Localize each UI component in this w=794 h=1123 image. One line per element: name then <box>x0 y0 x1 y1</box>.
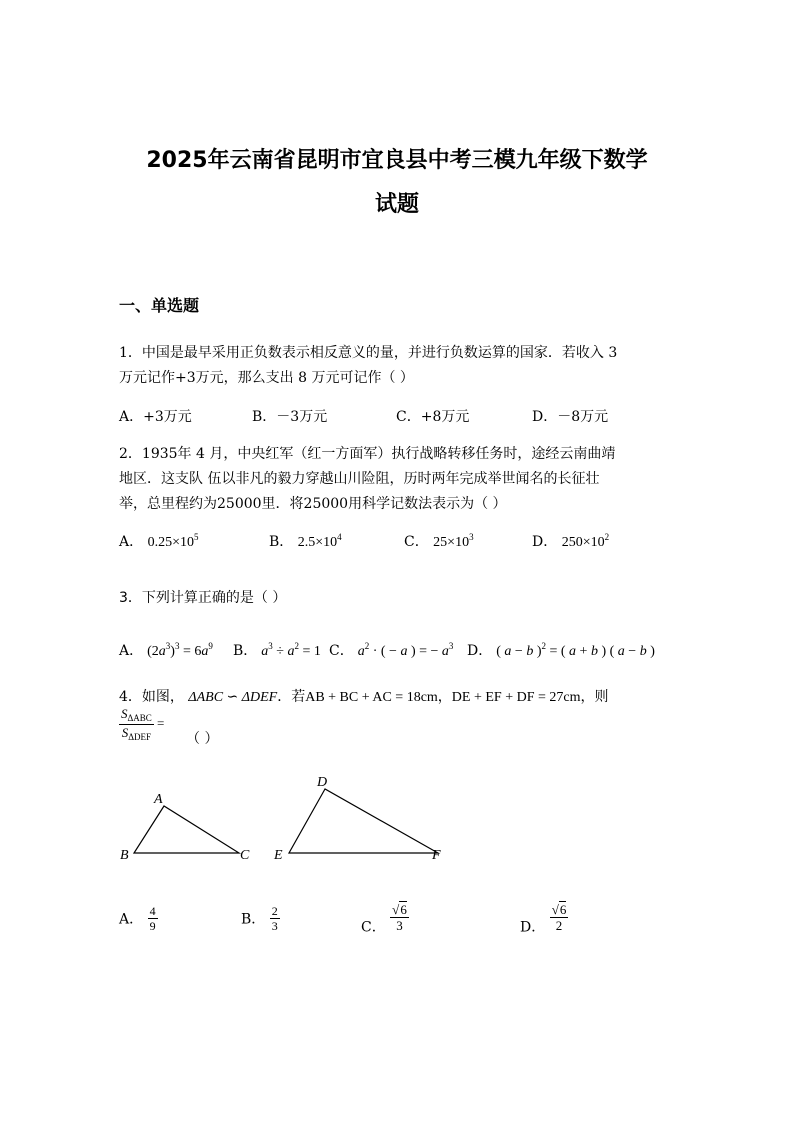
q2-option-d <box>532 531 609 551</box>
q4-ratio-fraction <box>119 707 154 742</box>
q1-stem-line1: 1．中国是最早采用正负数表示相反意义的量，并进行负数运算的国家．若收入 3 <box>119 345 618 361</box>
frac-den: 9 <box>149 919 156 933</box>
ratio-equals: = <box>157 715 165 731</box>
option-coef: 0.25×10 <box>147 535 194 550</box>
option-label: C． <box>396 409 421 425</box>
q4-similar-expr: ΔABC ∽ ΔDEF <box>188 690 278 705</box>
q4-comma: ， <box>437 689 452 705</box>
ratio-den-sub: ΔDEF <box>128 732 152 742</box>
q2-stem-line3: 举，总里程约为25000里．将25000用科学记数法表示为（ ） <box>119 496 507 512</box>
ratio-den-s: S <box>121 725 129 740</box>
q3-option-b <box>233 640 321 660</box>
q3-option-c <box>329 640 453 660</box>
option-label: A． <box>119 409 144 425</box>
option-label: A． <box>119 534 144 550</box>
q3-stem: 3．下列计算正确的是（ ） <box>119 590 287 606</box>
q4-triangles-figure <box>110 770 450 870</box>
option-text: －3万元 <box>276 409 328 425</box>
q1-option-b <box>252 406 327 426</box>
option-label: D． <box>532 409 558 425</box>
q4-stem-line1 <box>119 686 608 706</box>
q3-formula-a: $(2a^3)^3 = 6a^9$ <box>147 641 213 659</box>
q2-option-a <box>119 531 198 551</box>
section-heading: 一、单选题 <box>119 296 200 315</box>
option-exp: 3 <box>469 532 474 542</box>
option-label: B． <box>233 643 258 659</box>
vertex-label-c: C <box>240 848 250 863</box>
option-label: D． <box>467 643 493 659</box>
q4-option-a <box>119 905 158 932</box>
option-fraction: $\frac{√6}{2}$ <box>551 902 567 933</box>
option-label: B． <box>269 534 294 550</box>
q3-formula-d: ( a − b )$^2$ = ( a + b ) ( a − b ) <box>496 641 655 659</box>
q4-option-c <box>361 903 409 937</box>
q1-option-d <box>532 406 608 426</box>
option-coef: 2.5×10 <box>297 535 338 550</box>
q3-formula-c: $a^2$ · ( − a ) = − $a^3$ <box>357 641 454 659</box>
q3-formula-b: $a^3 \div a^2 = 1$ <box>261 641 321 659</box>
option-label: A． <box>119 911 144 928</box>
frac-den: 3 <box>271 919 278 933</box>
option-label: B． <box>241 911 266 928</box>
frac-num: 2 <box>271 904 278 918</box>
q2-stem-line1: 2．1935年 4 月，中央红军（红一方面军）执行战略转移任务时，途经云南曲靖 <box>119 446 616 462</box>
q2-stem-line2: 地区．这支队 伍以非凡的毅力穿越山川险阻，历时两年完成举世闻名的长征壮 <box>119 471 600 487</box>
option-exp: 5 <box>193 532 199 542</box>
vertex-label-d: D <box>317 775 328 790</box>
option-label: A． <box>119 643 144 659</box>
option-coef: 250×10 <box>561 535 605 550</box>
ratio-num-sub: ΔABC <box>127 713 152 723</box>
q1-option-c <box>396 406 469 426</box>
ratio-num-s: S <box>121 706 128 721</box>
option-coef: 25×10 <box>433 535 470 550</box>
q2-option-c <box>404 531 474 551</box>
q1-option-a <box>119 406 192 426</box>
q4-area-ratio <box>119 707 164 742</box>
page-title-line1: 2025年云南省昆明市宜良县中考三模九年级下数学 <box>146 148 648 173</box>
frac-num: 4 <box>149 904 156 918</box>
q1-stem-line2: 万元记作+3万元，那么支出 8 万元可记作（ ） <box>119 370 414 386</box>
frac-num: 6 <box>559 902 567 917</box>
frac-den: 3 <box>396 918 403 933</box>
triangle-def <box>289 789 438 853</box>
q4-condition-2: DE + EF + DF = 27cm <box>451 690 581 705</box>
page-title-line2: 试题 <box>374 192 419 217</box>
option-label: C． <box>404 534 429 550</box>
vertex-label-b: B <box>120 848 129 863</box>
q3-option-d <box>467 640 655 660</box>
triangle-abc <box>134 806 239 853</box>
option-exp: 2 <box>604 532 610 542</box>
option-text: +8万元 <box>420 409 470 425</box>
q4-mid: ．若 <box>277 689 306 705</box>
q2-option-b <box>269 531 342 551</box>
q4-option-d <box>520 903 568 937</box>
q4-option-b <box>241 905 280 932</box>
option-label: C． <box>361 919 386 936</box>
option-fraction <box>148 905 158 932</box>
frac-den: 2 <box>555 918 563 933</box>
option-text: －8万元 <box>557 409 609 425</box>
vertex-label-e: E <box>274 848 283 863</box>
option-text: +3万元 <box>143 409 192 425</box>
option-label: B． <box>252 409 277 425</box>
option-fraction: $\frac{√6}{3}$ <box>392 902 407 933</box>
option-label: D． <box>532 534 558 550</box>
q4-end: ，则 <box>580 689 609 705</box>
q4-answer-blank: （ ） <box>186 731 219 747</box>
option-label: D． <box>520 919 546 936</box>
q4-prefix: 4．如图， <box>119 689 184 705</box>
vertex-label-a: A <box>154 792 163 807</box>
option-exp: 4 <box>337 532 342 542</box>
option-fraction <box>270 905 280 932</box>
frac-num: 6 <box>400 902 407 917</box>
q4-condition-1: AB + BC + AC = 18cm <box>305 690 438 705</box>
vertex-label-f: F <box>432 848 441 863</box>
option-label: C． <box>329 643 354 659</box>
q3-option-a <box>119 640 213 660</box>
